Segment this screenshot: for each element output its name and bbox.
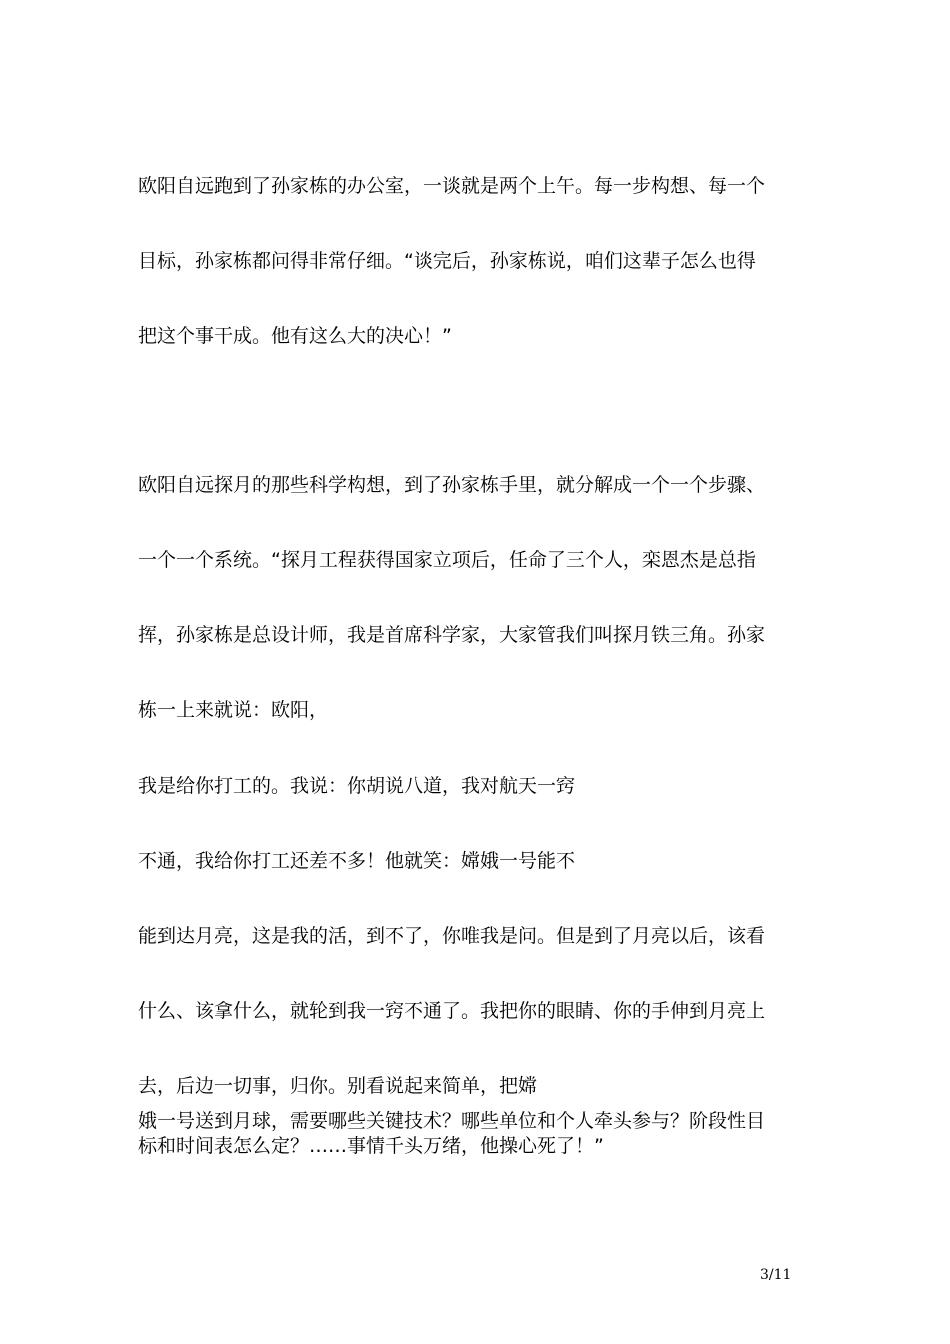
text-line: 标和时间表怎么定？……事情千头万绪，他操心死了！”	[138, 1135, 604, 1157]
text-line: 栋一上来就说：欧阳，	[138, 699, 329, 721]
text-line: 欧阳自远跑到了孙家栋的办公室，一谈就是两个上午。每一步构想、每一个	[138, 175, 766, 197]
text-line: 什么、该拿什么，就轮到我一窍不通了。我把你的眼睛、你的手伸到月亮上	[138, 1000, 766, 1022]
text-line: 欧阳自远探月的那些科学构想，到了孙家栋手里，就分解成一个一个步骤、	[138, 474, 766, 496]
text-line: 把这个事干成。他有这么大的决心！”	[138, 325, 452, 347]
text-line: 娥一号送到月球，需要哪些关键技术？哪些单位和个人牵头参与？阶段性目	[138, 1110, 766, 1132]
text-line: 目标，孙家栋都问得非常仔细。“谈完后，孙家栋说，咱们这辈子怎么也得	[138, 250, 756, 272]
text-line: 去，后边一切事，归你。别看说起来简单，把嫦	[138, 1075, 538, 1097]
text-line: 能到达月亮，这是我的活，到不了，你唯我是问。但是到了月亮以后，该看	[138, 925, 766, 947]
text-line: 挥，孙家栋是总设计师，我是首席科学家，大家管我们叫探月铁三角。孙家	[138, 624, 766, 646]
text-line: 我是给你打工的。我说：你胡说八道，我对航天一窍	[138, 775, 576, 797]
text-line: 不通，我给你打工还差不多！他就笑：嫦娥一号能不	[138, 850, 576, 872]
text-line: 一个一个系统。“探月工程获得国家立项后，任命了三个人，栾恩杰是总指	[138, 549, 756, 571]
page-number: 3/11	[760, 1267, 792, 1283]
